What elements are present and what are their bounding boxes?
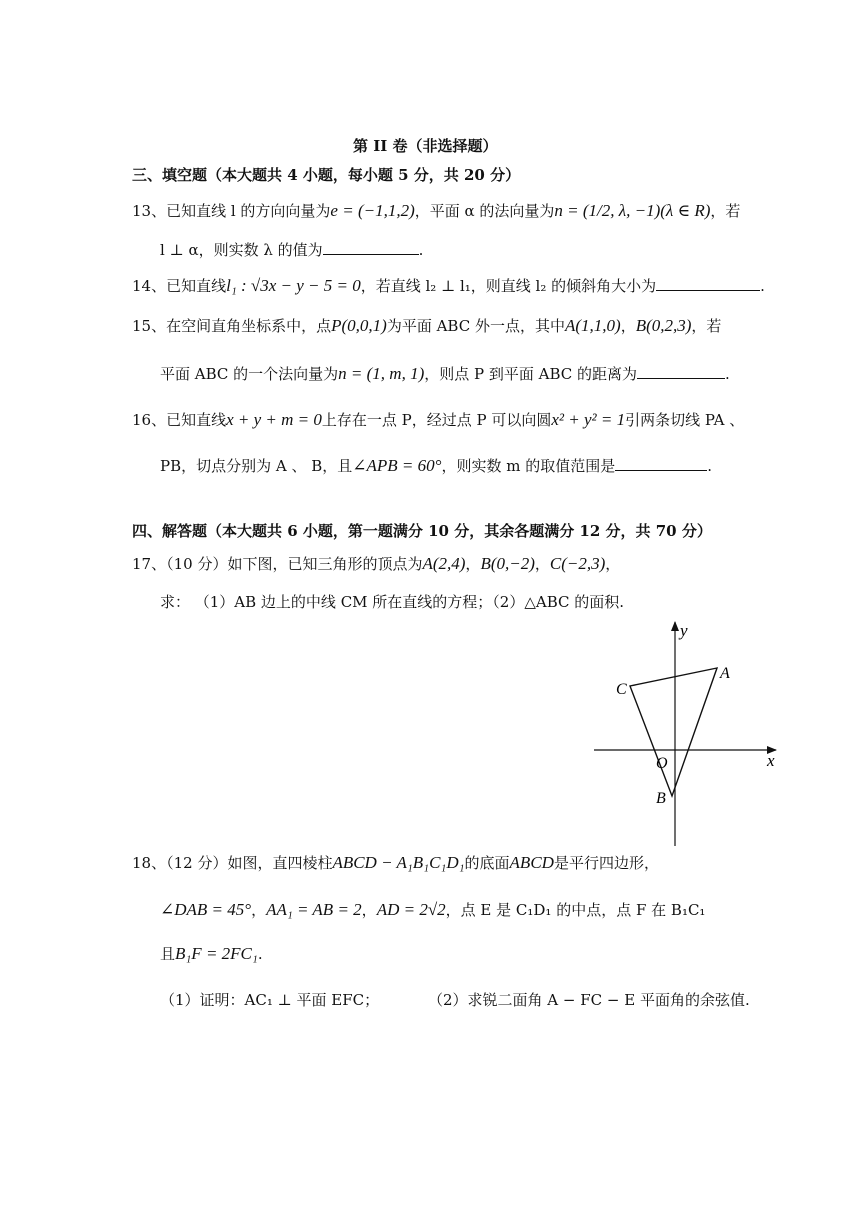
question-18-sub1: （1）证明：AC₁ ⊥ 平面 EFC； [160,991,380,1009]
question-13-line1: 13、已知直线 l 的方向向量为e = (−1,1,2)，平面 α 的法向量为n = (1/2, λ, −1)(λ ∈ R)，若 [132,201,741,220]
vertex-c-label: C [616,681,627,698]
question-14: 14、已知直线l₁ : √3x − y − 5 = 0，若直线 l₂ ⊥ l₁，则直线 l₂ 的倾斜角大小为 . [132,276,765,295]
question-18-line3: 且B₁F = 2FC₁. [160,944,263,963]
question-18-line1: 18、（12 分）如图，直四棱柱ABCD − A₁B₁C₁D₁的底面ABCD是平行四边形， [132,853,659,872]
answer-blank-13[interactable] [323,240,419,255]
vertex-b-label: B [656,790,666,807]
triangle-abc [630,668,717,796]
question-16-line2: PB，切点分别为 A 、 B，且∠APB = 60°，则实数 m 的取值范围是 . [160,456,712,475]
answer-blank-15[interactable] [637,364,725,379]
question-15-line2: 平面 ABC 的一个法向量为n = (1, m, 1)，则点 P 到平面 ABC 的距离为 . [160,364,730,383]
part4-heading: 四、解答题（本大题共 6 小题，第一题满分 10 分，其余各题满分 12 分，共 70 分） [132,522,712,540]
question-17-line1: 17、（10 分）如下图，已知三角形的顶点为A(2,4)，B(0,−2)，C(−2,3)， [132,554,621,573]
question-18-line2: ∠DAB = 45°，AA₁ = AB = 2，AD = 2√2，点 E 是 C₁D₁ 的中点，点 F 在 B₁C₁ [160,900,706,919]
section-title: 第 II 卷（非选择题） [353,137,498,155]
part3-heading: 三、填空题（本大题共 4 小题，每小题 5 分，共 20 分） [132,166,521,184]
origin-label: O [656,755,668,772]
question-13-line2: l ⊥ α，则实数 λ 的值为 . [160,241,424,259]
answer-blank-14[interactable] [656,276,760,291]
question-18-sub2: （2）求锐二面角 A − FC − E 平面角的余弦值. [428,991,750,1009]
y-axis-label: y [680,621,688,640]
question-17-line2: 求： （1）AB 边上的中线 CM 所在直线的方程；（2）△ABC 的面积. [160,593,625,611]
question-16-line1: 16、已知直线x + y + m = 0上存在一点 P，经过点 P 可以向圆x² + y² = 1引两条切线 PA 、 [132,410,745,429]
answer-blank-16[interactable] [615,456,707,471]
triangle-figure [586,616,812,848]
x-axis-label: x [767,751,775,770]
question-15-line1: 15、在空间直角坐标系中，点P(0,0,1)为平面 ABC 外一点，其中A(1,1,0)，B(0,2,3)，若 [132,316,722,335]
vertex-a-label: A [720,665,730,682]
